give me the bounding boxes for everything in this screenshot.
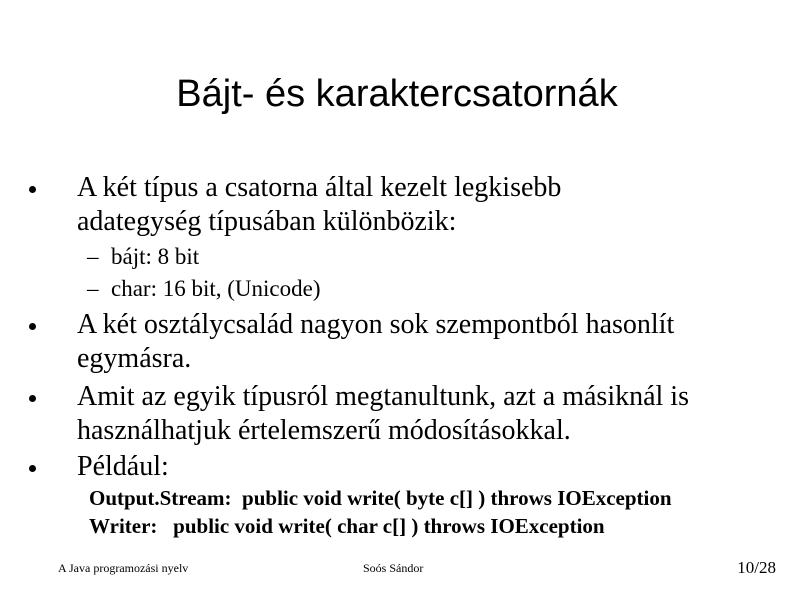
sub-bullet-2: char: 16 bit, (Unicode) [111, 276, 321, 301]
code-line-outputstream: Output.Stream: public void write( byte c[] ) throws IOException [89, 486, 672, 510]
bullet-3-line-2: használhatjuk értelemszerű módosításokkal. [77, 415, 571, 446]
sub-bullet-dash: – [87, 244, 99, 269]
bullet-dot [29, 465, 36, 472]
bullet-dot [29, 395, 36, 402]
bullet-4-line-1: Például: [77, 451, 169, 482]
bullet-2-line-2: egymásra. [77, 343, 192, 374]
bullet-dot [29, 323, 36, 330]
bullet-3-line-1: Amit az egyik típusról megtanultunk, azt a másiknál is [77, 381, 689, 412]
footer-course-name: A Java programozási nyelv [58, 561, 189, 575]
footer-author: Soós Sándor [363, 561, 424, 575]
page-number: 10/28 [737, 558, 776, 577]
sub-bullet-dash: – [87, 276, 99, 301]
bullet-1-line-2: adategység típusában különbözik: [77, 206, 457, 237]
bullet-1-line-1: A két típus a csatorna által kezelt legkisebb [77, 172, 562, 203]
code-line-writer: Writer: public void write( char c[] ) throws IOException [89, 514, 605, 538]
slide-title: Bájt- és karaktercsatornák [176, 73, 618, 115]
sub-bullet-1: bájt: 8 bit [111, 244, 200, 269]
bullet-2-line-1: A két osztálycsalád nagyon sok szempontból hasonlít [77, 309, 675, 340]
bullet-dot [29, 186, 36, 193]
